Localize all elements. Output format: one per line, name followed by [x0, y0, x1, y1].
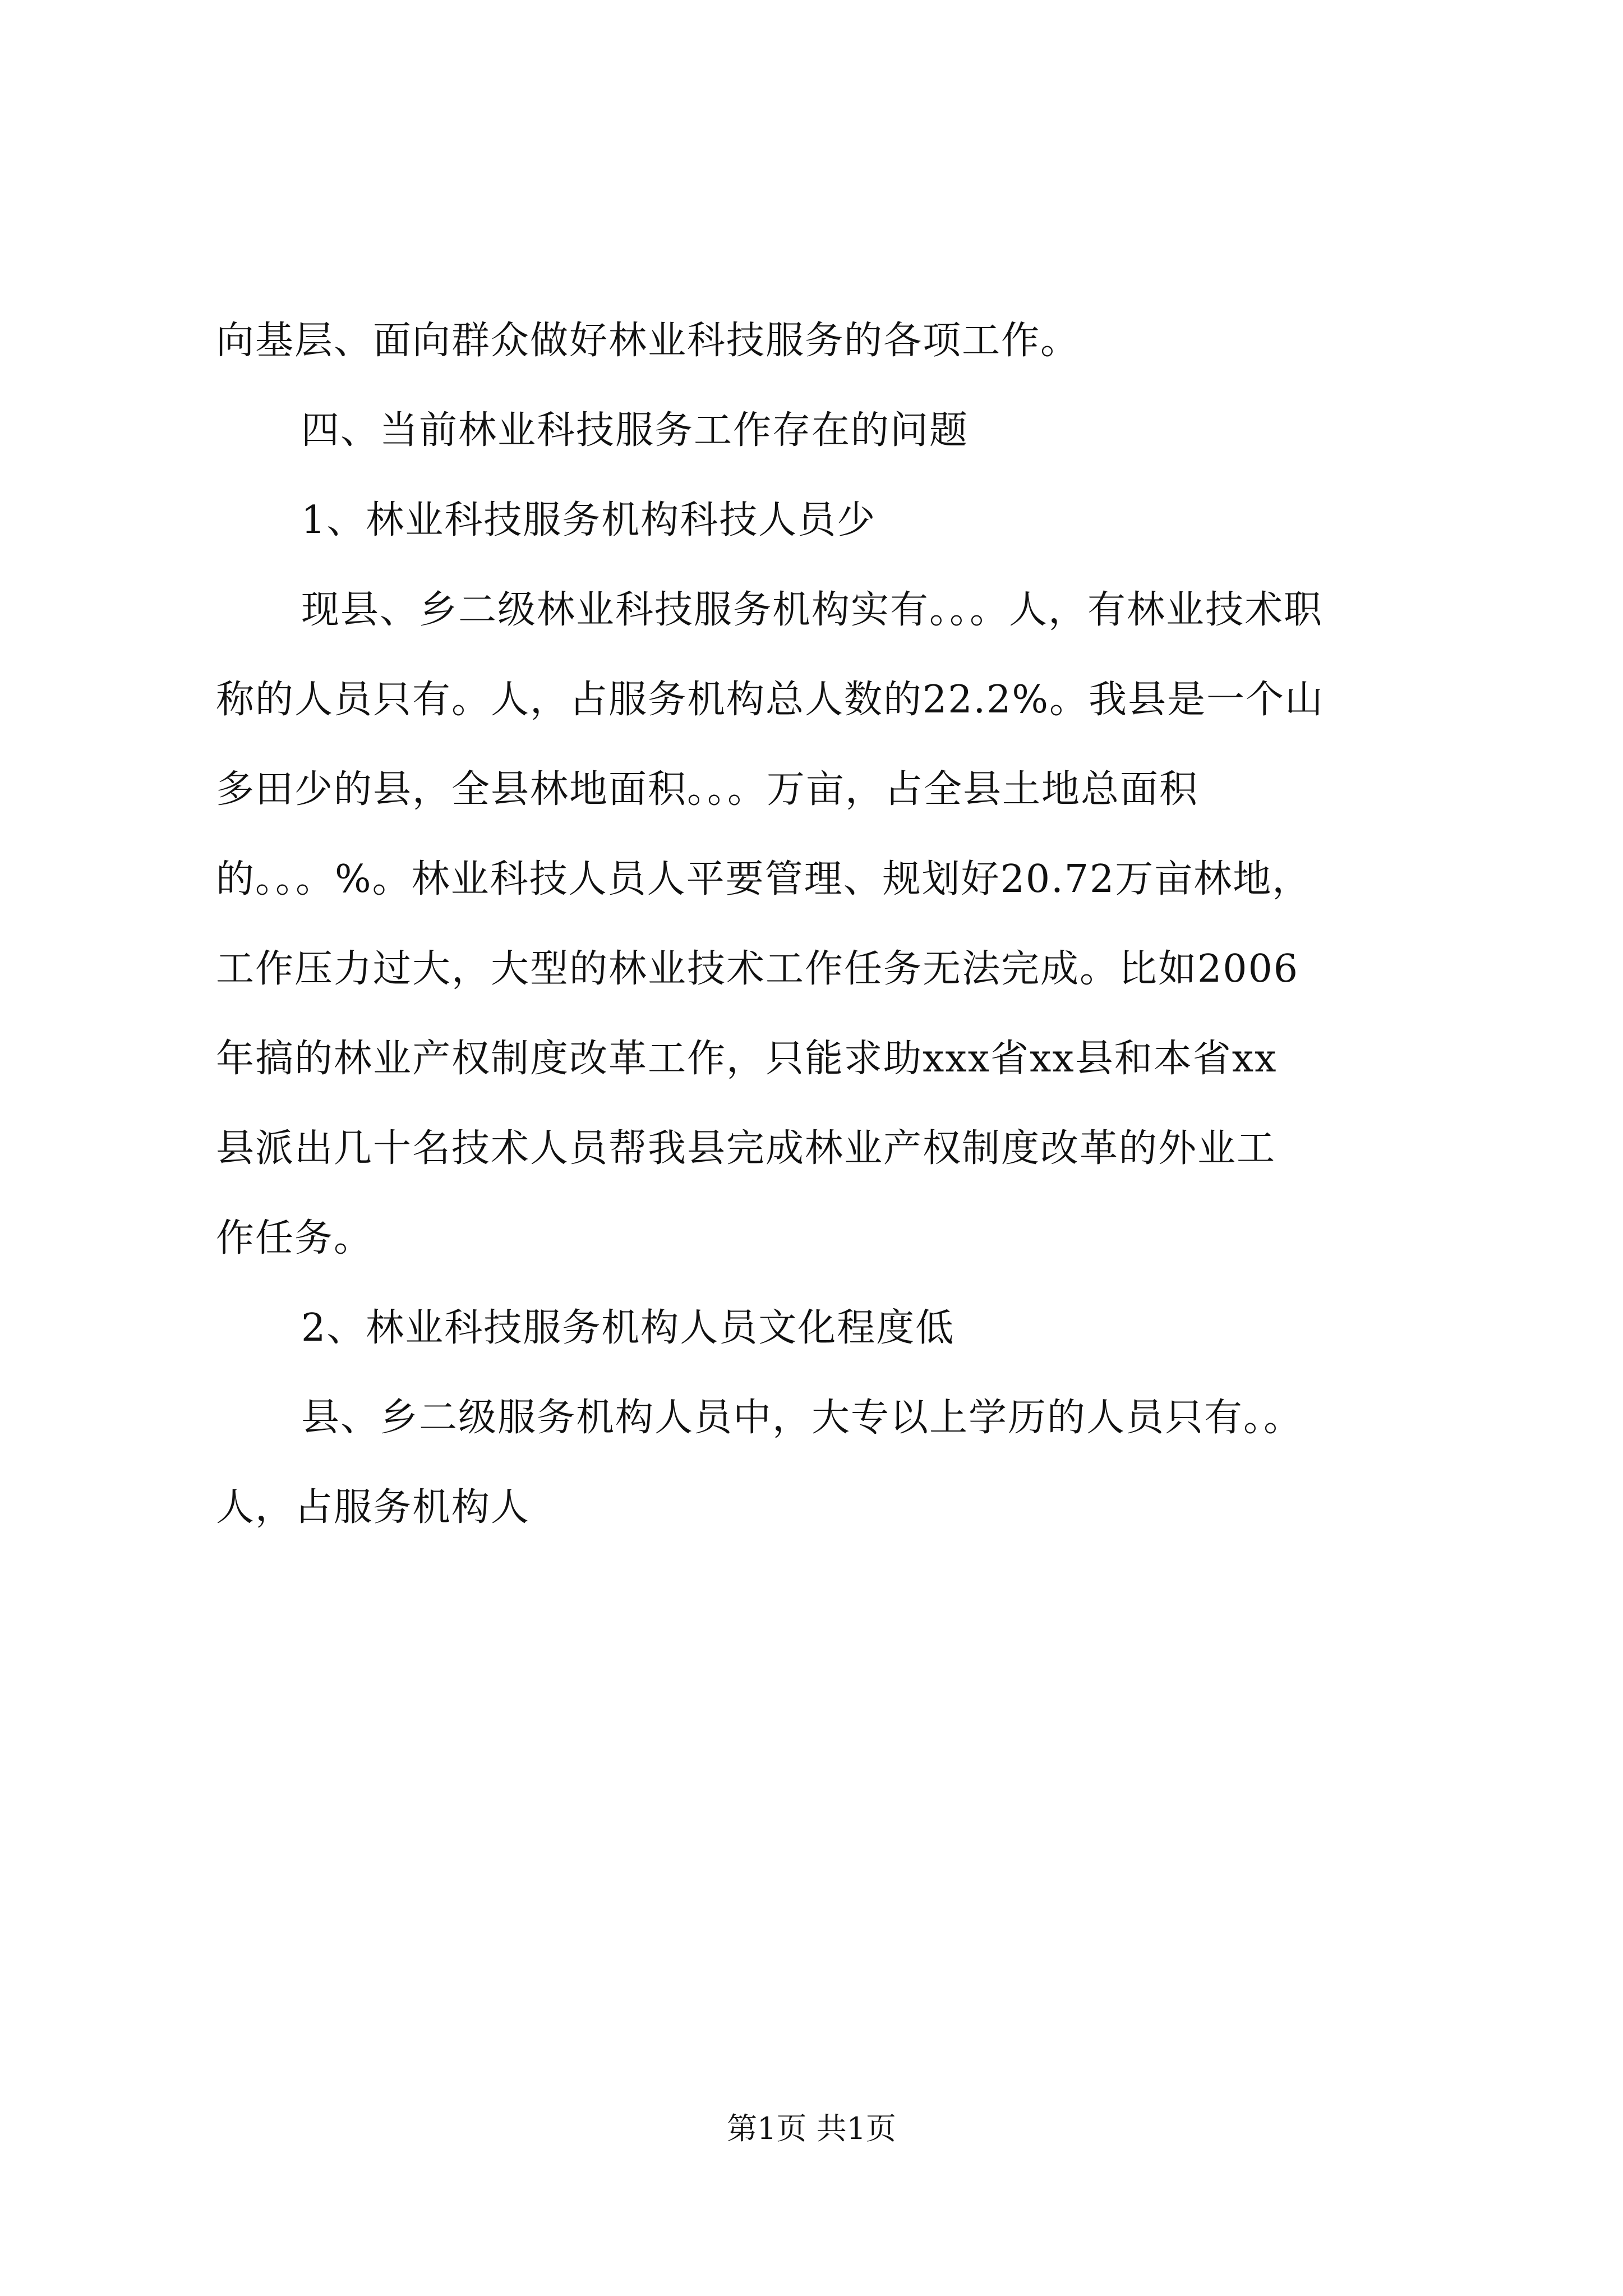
paragraph-line: 的。。。%。林业科技人员人平要管理、规划好20.72万亩林地， [216, 857, 1312, 901]
paragraph-line: 县派出几十名技术人员帮我县完成林业产权制度改革的外业工 [216, 1126, 1276, 1171]
subsection-heading: 1、林业科技服务机构科技人员少 [301, 498, 877, 542]
section-heading: 四、当前林业科技服务工作存在的问题 [301, 408, 969, 453]
paragraph-line: 作任务。 [216, 1216, 374, 1260]
paragraph-line: 人，占服务机构人 [216, 1485, 531, 1530]
subsection-heading: 2、林业科技服务机构人员文化程度低 [301, 1306, 955, 1350]
paragraph-line: 称的人员只有。人，占服务机构总人数的22.2%。我县是一个山 [216, 678, 1325, 722]
paragraph-line: 县、乡二级服务机构人员中，大专以上学历的人员只有。。 [301, 1396, 1303, 1440]
text-line: 向基层、面向群众做好林业科技服务的各项工作。 [216, 319, 1080, 363]
paragraph-line: 多田少的县，全县林地面积。。。万亩，占全县土地总面积 [216, 767, 1199, 812]
paragraph-line: 现县、乡二级林业科技服务机构实有。。。人，有林业技术职 [301, 588, 1324, 632]
document-body [216, 296, 1410, 1553]
page-footer: 第1页 共1页 [727, 2111, 896, 2146]
paragraph-line: 工作压力过大，大型的林业技术工作任务无法完成。比如2006 [216, 947, 1299, 991]
paragraph-line: 年搞的林业产权制度改革工作，只能求助xxx省xx县和本省xx [216, 1037, 1278, 1081]
